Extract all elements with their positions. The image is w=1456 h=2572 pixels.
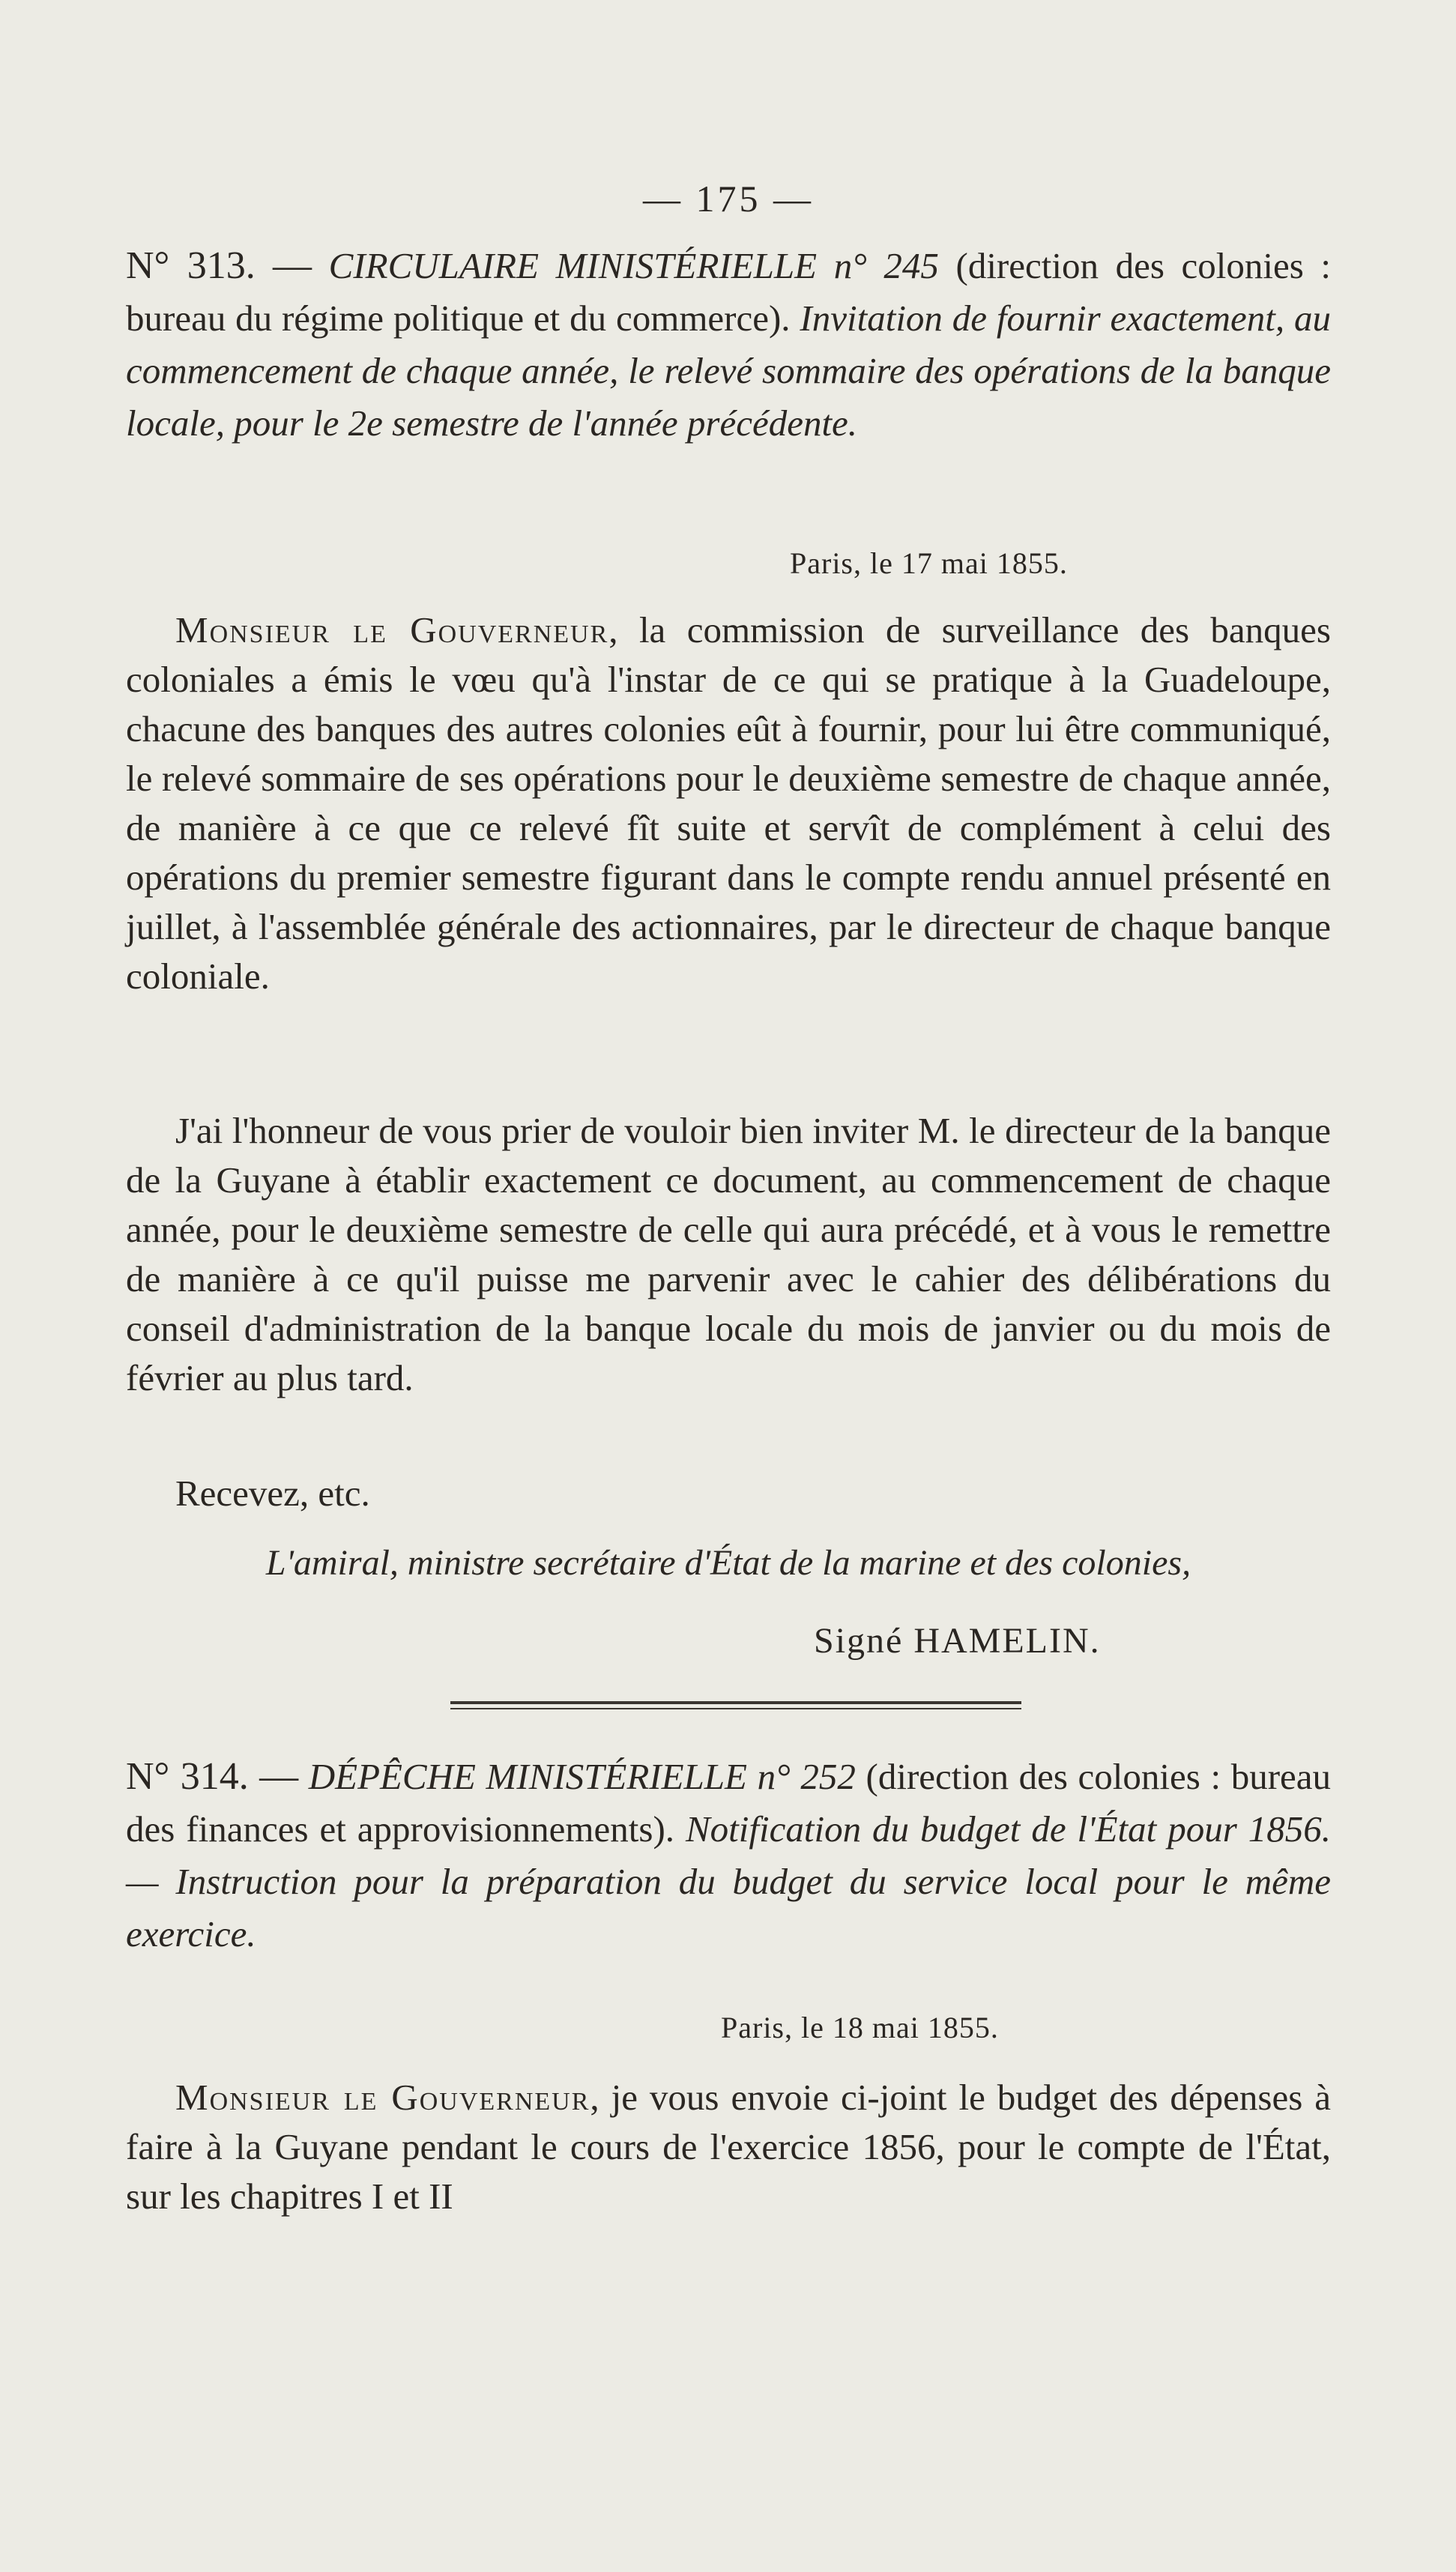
document-type: DÉPÊCHE MINISTÉRIELLE bbox=[308, 1756, 747, 1797]
direction: (direction des colonies : bureau du régime politique et du commerce). bbox=[126, 245, 1332, 339]
summary: Notification du budget de l'État pour 1856. — Instruction pour la préparation du budget du service local pour le même exercice. bbox=[126, 1808, 1332, 1954]
paragraph: J'ai l'honneur de vous prier de vouloir bien inviter M. le directeur de la banque de la Guyane à établir exactement ce document, au commencement de chaque année, pour le deuxième semestre de celle qui aura précédé, et à vous le remettre de manière à ce qu'il puisse me parvenir avec le cahier des délibérations du conseil d'administration de la banque locale du mois de janvier ou du mois de février au plus tard. bbox=[126, 1110, 1331, 1398]
signature: Signé HAMELIN. bbox=[814, 1621, 1101, 1661]
date-line: Paris, le 17 mai 1855. bbox=[790, 546, 1068, 580]
closing: Recevez, etc. bbox=[175, 1473, 370, 1514]
signatory-title: L'amiral, ministre secrétaire d'État de la marine et des colonies, bbox=[265, 1543, 1191, 1583]
direction: (direction des colonies : bureau des finances et approvisionnements). bbox=[126, 1756, 1332, 1850]
document-ref: n° 252 bbox=[757, 1756, 856, 1797]
entry-number: N° 314. — bbox=[126, 1755, 299, 1798]
salutation: Monsieur le Gouverneur bbox=[175, 609, 609, 650]
document-ref: n° 245 bbox=[833, 245, 939, 286]
entry-314-heading bbox=[126, 1751, 1331, 1960]
salutation: Monsieur le Gouverneur bbox=[175, 2077, 590, 2118]
section-divider bbox=[450, 1701, 1021, 1709]
paragraph-text: , je vous envoie ci-joint le budget des dépenses à faire à la Guyane pendant le cours de l'exercice 1856, pour le compte de l'État, sur les chapitres I et II bbox=[126, 2077, 1331, 2217]
paragraph bbox=[126, 606, 1331, 1001]
entry-313-heading bbox=[126, 240, 1331, 450]
summary: Invitation de fournir exactement, au commencement de chaque année, le relevé sommaire des opérations de la banque locale, pour le 2e semestre de l'année précédente. bbox=[126, 298, 1331, 444]
date-line: Paris, le 18 mai 1855. bbox=[721, 2011, 999, 2044]
paragraph-text: , la commission de surveillance des banques coloniales a émis le vœu qu'à l'instar de ce qui se pratique à la Guadeloupe, chacune des banques des autres colonies eût à fournir, pour lui être communiqué, le relevé sommaire de ses opérations pour le deuxième semestre de chaque année, de manière à ce que ce relevé fît suite et servît de complément à celui des opérations du premier semestre figurant dans le compte rendu annuel présenté en juillet, à l'assemblée générale des actionnaires, par le directeur de chaque banque coloniale. bbox=[126, 609, 1331, 997]
entry-number: N° 313. — bbox=[126, 244, 312, 287]
paragraph bbox=[126, 2073, 1331, 2221]
page-number: — 175 — bbox=[643, 178, 814, 220]
document-type: CIRCULAIRE MINISTÉRIELLE bbox=[328, 245, 818, 286]
